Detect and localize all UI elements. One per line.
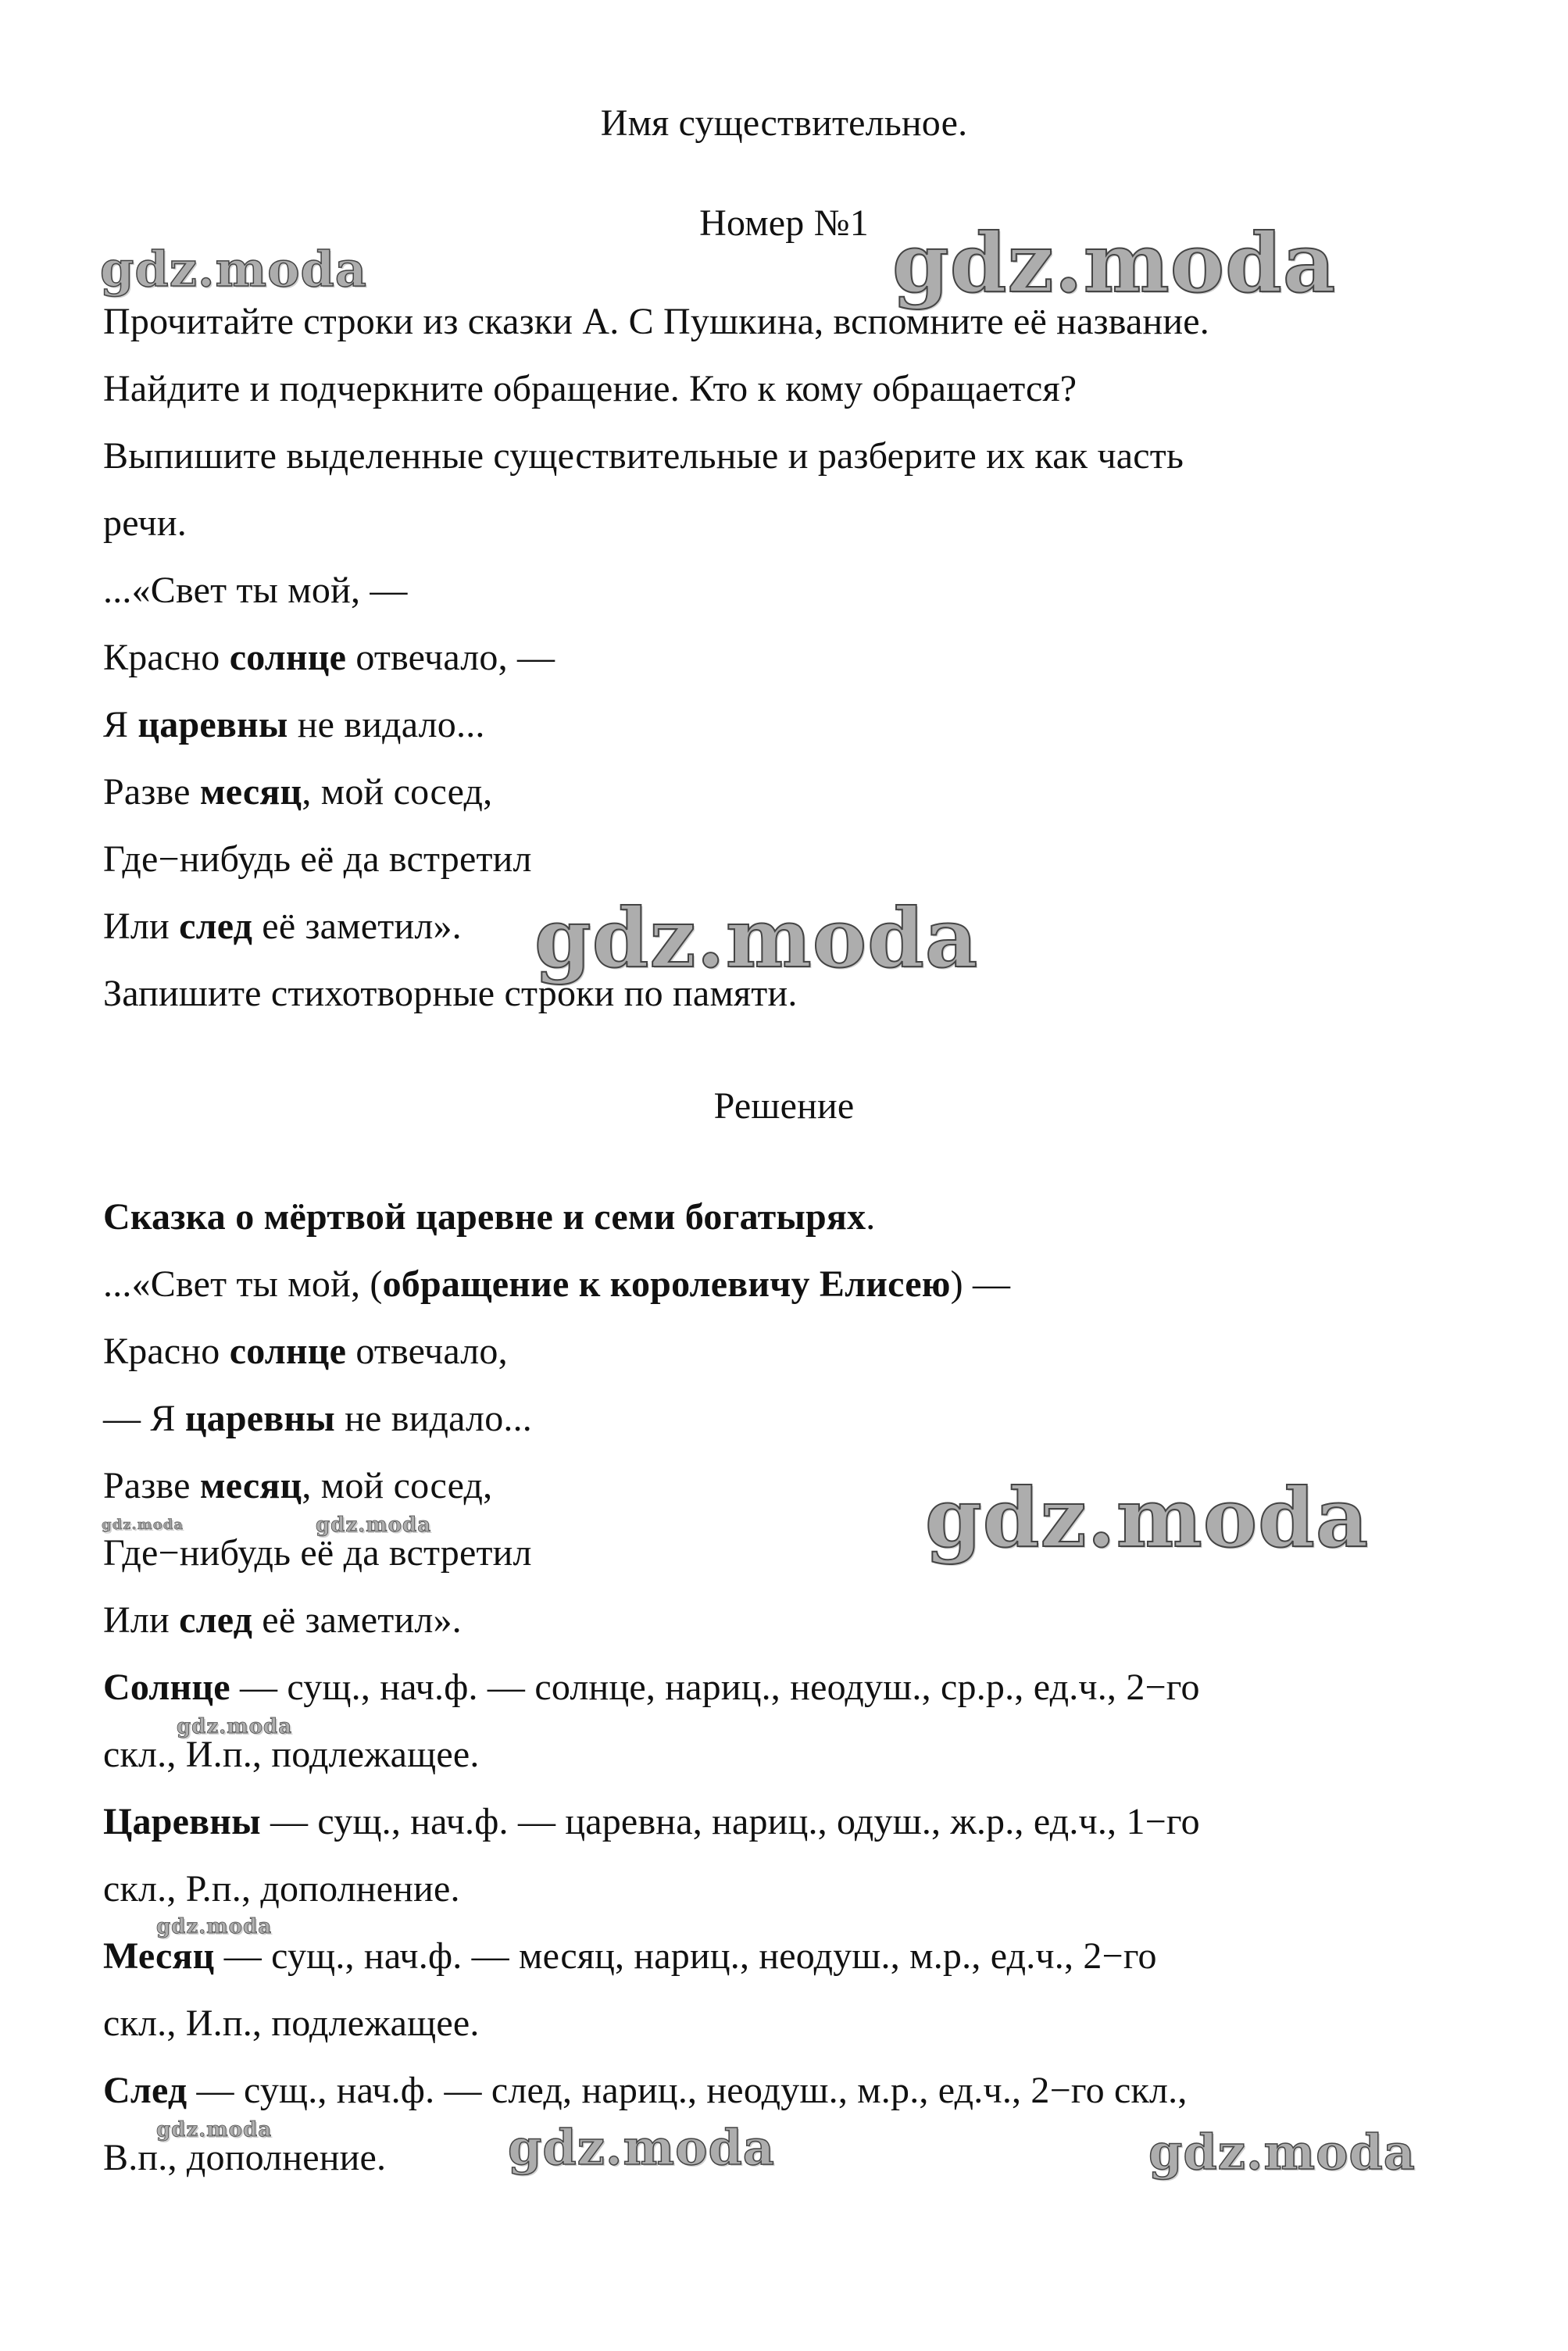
page-title: Имя существительное. [600, 102, 968, 144]
memory-instruction: Запишите стихотворные строки по памяти. [103, 973, 798, 1014]
analysis-mesyats-line-1: Месяц — сущ., нач.ф. — месяц, нариц., неодуш., м.р., ед.ч., 2−го [103, 1935, 1157, 1977]
highlighted-noun: месяц [199, 771, 302, 813]
watermark: gdz.moda [102, 1517, 184, 1533]
task-number: Номер №1 [699, 202, 869, 244]
watermark: gdz.moda [508, 2119, 775, 2176]
watermark: gdz.moda [316, 1513, 432, 1537]
solution-line-2: Красно солнце отвечало, [103, 1331, 508, 1372]
watermark: gdz.moda [892, 215, 1337, 311]
poem-line-2: Красно солнце отвечало, — [103, 637, 555, 678]
solution-line-5: Где−нибудь её да встретил [103, 1532, 532, 1574]
address-note: обращение к королевичу Елисею [382, 1263, 951, 1305]
analysis-solntse-line-2: скл., И.п., подлежащее. [103, 1734, 480, 1775]
watermark: gdz.moda [177, 1715, 293, 1738]
poem-line-4: Разве месяц, мой сосед, [103, 771, 493, 813]
watermark: gdz.moda [156, 2118, 273, 2142]
task-line-1: Прочитайте строки из сказки А. С Пушкина, вспомните её название. [103, 301, 1209, 342]
watermark: gdz.moda [1148, 2124, 1416, 2181]
solution-heading: Решение [713, 1085, 855, 1127]
solution-line-6: Или след её заметил». [103, 1599, 462, 1641]
poem-line-1: ...«Свет ты мой, — [103, 570, 408, 611]
solution-line-1: ...«Свет ты мой, (обращение к королевичу Елисею) — [103, 1263, 1011, 1305]
poem-line-3: Я царевны не видало... [103, 704, 485, 745]
watermark: gdz.moda [156, 1915, 273, 1938]
task-line-2: Найдите и подчеркните обращение. Кто к кому обращается? [103, 368, 1077, 409]
tale-title: Сказка о мёртвой царевне и семи богатырях. [103, 1196, 876, 1238]
watermark: gdz.moda [534, 890, 979, 986]
watermark: gdz.moda [100, 241, 367, 298]
highlighted-noun: солнце [229, 637, 347, 678]
task-line-4: речи. [103, 502, 187, 544]
poem-line-6: Или след её заметил». [103, 906, 462, 947]
analysis-solntse-line-1: Солнце — сущ., нач.ф. — солнце, нариц., неодуш., ср.р., ед.ч., 2−го [103, 1667, 1200, 1708]
solution-line-4: Разве месяц, мой сосед, [103, 1465, 493, 1506]
analysis-sled-line-1: След — сущ., нач.ф. — след, нариц., неодуш., м.р., ед.ч., 2−го скл., [103, 2070, 1188, 2111]
watermark: gdz.moda [925, 1470, 1370, 1566]
task-line-3: Выпишите выделенные существительные и разберите их как часть [103, 435, 1184, 477]
analysis-tsarevny-line-1: Царевны — сущ., нач.ф. — царевна, нариц., одуш., ж.р., ед.ч., 1−го [103, 1801, 1200, 1842]
highlighted-noun: царевны [138, 704, 288, 745]
solution-line-3: — Я царевны не видало... [103, 1398, 532, 1439]
analysis-sled-line-2: В.п., дополнение. [103, 2137, 387, 2178]
analysis-tsarevny-line-2: скл., Р.п., дополнение. [103, 1868, 460, 1910]
highlighted-noun: след [179, 906, 253, 947]
poem-line-5: Где−нибудь её да встретил [103, 838, 532, 880]
analysis-mesyats-line-2: скл., И.п., подлежащее. [103, 2003, 480, 2044]
